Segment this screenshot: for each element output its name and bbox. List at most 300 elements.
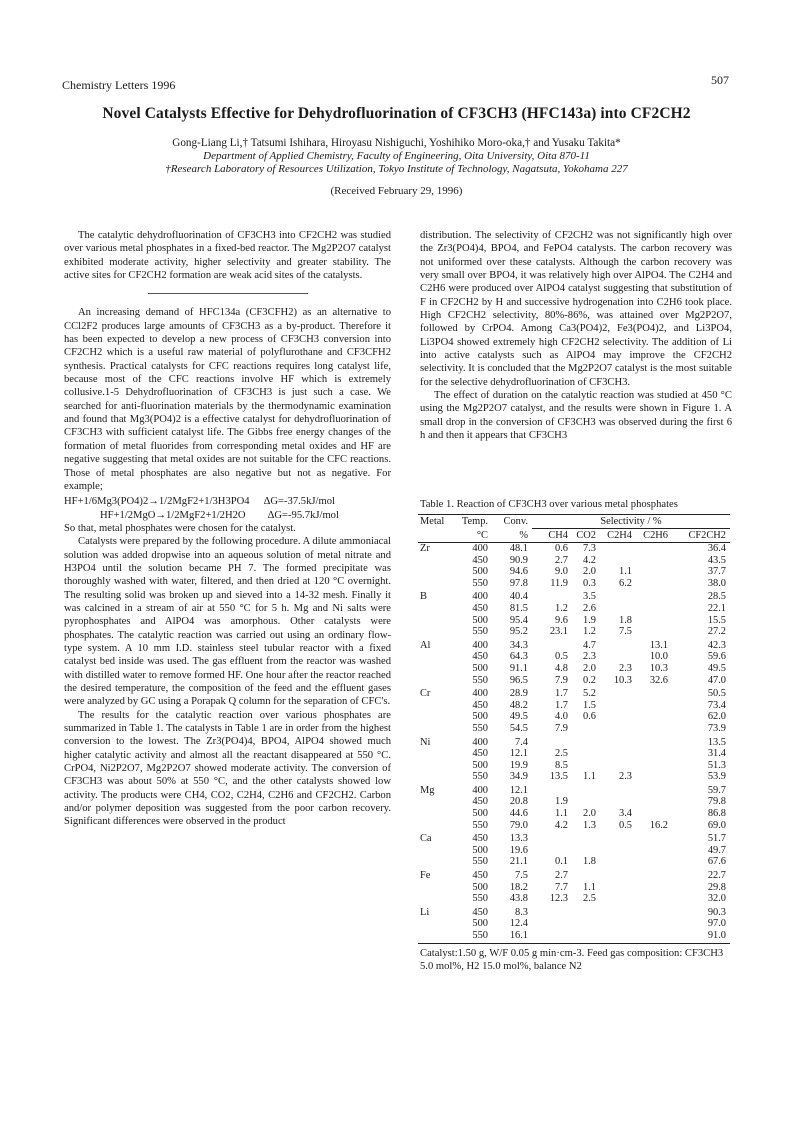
metal-cell: Cr <box>420 688 431 700</box>
header-conv: Conv. <box>503 516 528 528</box>
table-cell: 90.3 <box>707 906 726 918</box>
table-cell: 1.3 <box>583 819 596 831</box>
table-cell: 97.8 <box>509 577 528 589</box>
table-cell: 36.4 <box>707 543 726 554</box>
table-cell: 22.1 <box>707 602 726 614</box>
table-cell: 91.1 <box>509 662 528 674</box>
table-row <box>418 820 730 832</box>
table-cell <box>636 711 672 723</box>
table-cell: 4.2 <box>583 554 596 566</box>
metal-cell: B <box>420 591 427 603</box>
metal-cell <box>418 760 452 772</box>
table-cell: 62.0 <box>707 711 726 723</box>
table-cell: 95.2 <box>509 626 528 638</box>
table-cell: 0.6 <box>555 543 568 554</box>
metal-cell <box>418 893 452 905</box>
table-cell: 27.2 <box>707 626 726 638</box>
table-cell <box>600 882 636 894</box>
table-cell: 7.5 <box>515 870 528 882</box>
table-cell: 86.8 <box>707 808 726 820</box>
table-cell <box>636 893 672 905</box>
header-col-c2h4: C2H4 <box>607 530 632 541</box>
table-cell: 2.7 <box>555 554 568 566</box>
table-cell: 53.9 <box>707 771 726 783</box>
equation-2-dg: ΔG=-95.7kJ/mol <box>267 509 339 521</box>
table-cell: 12.3 <box>549 893 568 905</box>
table-cell: 500 <box>472 759 488 771</box>
table-cell <box>636 831 672 845</box>
table-cell: 50.5 <box>707 688 726 700</box>
table-cell: 11.9 <box>550 577 568 589</box>
table-cell <box>600 868 636 882</box>
table-cell: 69.0 <box>707 819 726 831</box>
table-cell: 0.1 <box>555 856 568 868</box>
table-cell: 37.7 <box>707 566 726 578</box>
table-cell <box>532 930 572 942</box>
table-cell: 90.9 <box>509 554 528 566</box>
table-cell: 550 <box>472 819 488 831</box>
table-cell <box>572 845 600 857</box>
header-col-co2: CO2 <box>576 530 596 541</box>
table-cell: 38.0 <box>707 577 726 589</box>
table-cell <box>600 831 636 845</box>
table-row <box>418 735 730 749</box>
table-cell <box>600 918 636 930</box>
table-cell <box>636 918 672 930</box>
table-cell <box>636 589 672 603</box>
table-body <box>418 543 730 942</box>
table-cell <box>532 783 572 797</box>
after-equation-text: So that, metal phosphates were chosen for the catalyst. <box>64 522 296 534</box>
table-cell: 10.3 <box>649 662 668 674</box>
table-cell: 550 <box>472 722 488 734</box>
table-cell <box>636 868 672 882</box>
table-1 <box>418 514 730 973</box>
table-cell <box>636 905 672 919</box>
table-cell <box>572 831 600 845</box>
table-row <box>418 831 730 845</box>
abstract: The catalytic dehydrofluorination of CF3CH3 into CF2CH2 was studied over various metal phosphates in a fixed-bed reactor. The Mg2P2O7 catalyst exhibited moderate activity, higher selectivity and greater stability. The active sites for CF2CH2 formation are weak acid sites of the catalysts. <box>64 230 391 282</box>
table-cell: 32.6 <box>649 674 668 686</box>
table-cell <box>532 845 572 857</box>
table-cell: 1.1 <box>583 771 596 783</box>
table-cell <box>600 930 636 942</box>
table-row <box>418 930 730 942</box>
table-cell <box>636 808 672 820</box>
table-cell: 2.7 <box>555 870 568 882</box>
table-cell: 7.7 <box>555 881 568 893</box>
table-cell: 500 <box>472 566 488 578</box>
table-cell: 550 <box>472 577 488 589</box>
table-row <box>418 578 730 590</box>
header-metal: Metal <box>420 516 445 528</box>
table-cell: 32.0 <box>707 893 726 905</box>
metal-cell <box>418 566 452 578</box>
table-cell <box>600 760 636 772</box>
table-cell <box>636 856 672 868</box>
table-cell: 13.5 <box>549 771 568 783</box>
table-cell <box>636 760 672 772</box>
table-cell: 1.7 <box>555 688 568 700</box>
table-cell <box>600 783 636 797</box>
metal-cell <box>418 882 452 894</box>
table-cell <box>600 735 636 749</box>
table-cell: 48.2 <box>509 699 528 711</box>
header-temp: Temp. <box>461 516 488 528</box>
metal-cell <box>418 771 452 783</box>
table-cell: 43.8 <box>509 893 528 905</box>
table-cell: 1.8 <box>619 614 632 626</box>
metal-cell <box>418 651 452 663</box>
table-cell <box>636 543 672 555</box>
table-cell: 7.9 <box>555 722 568 734</box>
table-cell: 450 <box>472 906 488 918</box>
table-cell <box>600 686 636 700</box>
table-cell: 13.3 <box>509 833 528 845</box>
table-cell: 12.4 <box>509 918 528 930</box>
table-cell <box>572 905 600 919</box>
table-cell <box>572 735 600 749</box>
table-cell: 51.3 <box>707 759 726 771</box>
metal-cell <box>418 555 452 567</box>
table-cell <box>600 638 636 652</box>
table-cell <box>532 831 572 845</box>
table-row <box>418 663 730 675</box>
table-cell <box>572 918 600 930</box>
table-cell <box>572 723 600 735</box>
metal-cell: Al <box>420 639 431 651</box>
table-cell: 4.8 <box>555 662 568 674</box>
header-unit-blank <box>418 529 452 543</box>
metal-cell: Ni <box>420 736 431 748</box>
table-cell: 43.5 <box>707 554 726 566</box>
metal-cell <box>418 700 452 712</box>
table-cell: 550 <box>472 930 488 941</box>
equation-1-lhs: HF+1/6Mg3(PO4)2→1/2MgF2+1/3H3PO4 <box>64 496 250 508</box>
table-cell <box>636 930 672 942</box>
header-selectivity: Selectivity / % <box>532 515 730 529</box>
table-cell: 500 <box>472 614 488 626</box>
table-row <box>418 711 730 723</box>
table-cell: 7.4 <box>515 736 528 748</box>
equation-1 <box>64 495 391 508</box>
table-row <box>418 589 730 603</box>
table-cell <box>636 626 672 638</box>
table-cell: 7.5 <box>619 626 632 638</box>
table-cell <box>636 555 672 567</box>
table-row <box>418 905 730 919</box>
table-cell: 59.7 <box>707 784 726 796</box>
table-cell: 550 <box>472 856 488 868</box>
intro-paragraph: An increasing demand of HFC134a (CF3CFH2) as an alternative to CCl2F2 produces large amounts of CF3CH3 as a by-product. Therefore it has been expected to develop a new process of CF3CH3 conversion into CF2CH2 which is a useful raw material of polyflurothane and CF3CFH2 synthesis. Practical catalysts for CFC reactions requires long catalyst life, because most of the CFC reactions involve HF which is extremely collusive.1-5 Dehydrofluorination of CF3CH3 is just such a case. We searched for anti-fluorination materials by the thermodynamic examination and found that Mg3(PO4)2 is a effective catalyst for dehydrofluorination of CF3CH3 with sufficient catalyst life. The Gibbs free energy changes of the formation of metal fluorides from corresponding metal oxides and HF are negative suggesting that metal oxides are not suitable for the CFC reactions. Those of metal phosphates are also negative but not as negative. For example; <box>64 307 391 492</box>
table-cell: 450 <box>472 870 488 882</box>
table-cell: 29.8 <box>707 881 726 893</box>
metal-cell: Zr <box>420 543 430 554</box>
metal-cell <box>418 845 452 857</box>
table-cell: 54.5 <box>509 722 528 734</box>
affiliation-2: †Research Laboratory of Resources Utilization, Tokyo Institute of Technology, Nagatsuta, Yokohama 227 <box>165 163 628 175</box>
table-cell: 2.5 <box>583 893 596 905</box>
table-cell <box>636 748 672 760</box>
table-cell: 500 <box>472 918 488 930</box>
table-row <box>418 868 730 882</box>
journal-header: Chemistry Letters 1996 <box>62 78 176 92</box>
table-row <box>418 882 730 894</box>
metal-cell <box>418 615 452 627</box>
metal-cell: Ca <box>420 833 432 845</box>
table-cell: 500 <box>472 808 488 820</box>
table-cell: 1.2 <box>555 602 568 614</box>
page-number: 507 <box>711 73 729 87</box>
table-cell <box>600 603 636 615</box>
table-cell: 500 <box>472 881 488 893</box>
metal-cell: Fe <box>420 870 431 882</box>
table-cell: 4.7 <box>583 639 596 651</box>
table-cell: 400 <box>472 688 488 700</box>
table-cell: 10.3 <box>613 674 632 686</box>
table-cell: 550 <box>472 893 488 905</box>
table-cell: 49.5 <box>509 711 528 723</box>
table-cell <box>636 783 672 797</box>
table-cell: 5.2 <box>583 688 596 700</box>
table-cell <box>572 868 600 882</box>
metal-cell: Li <box>420 906 430 918</box>
metal-cell <box>418 626 452 638</box>
table-cell: 450 <box>472 748 488 760</box>
table-cell: 94.6 <box>509 566 528 578</box>
table-cell <box>600 893 636 905</box>
metal-cell <box>418 856 452 868</box>
table-cell: 12.1 <box>509 748 528 760</box>
table-cell: 1.5 <box>583 699 596 711</box>
table-cell <box>600 711 636 723</box>
metal-cell <box>418 663 452 675</box>
table-cell <box>600 700 636 712</box>
table-cell: 9.0 <box>555 566 568 578</box>
table-cell: 1.1 <box>583 881 596 893</box>
table-cell: 2.0 <box>583 662 596 674</box>
table-row <box>418 543 730 555</box>
table-row <box>418 603 730 615</box>
table-cell: 2.3 <box>583 651 596 663</box>
table-cell: 1.9 <box>555 796 568 808</box>
table-row <box>418 771 730 783</box>
table-cell: 73.4 <box>707 699 726 711</box>
table-cell: 550 <box>472 626 488 638</box>
table-cell <box>636 615 672 627</box>
table-cell: 3.4 <box>619 808 632 820</box>
table-cell: 1.8 <box>583 856 596 868</box>
table-cell: 13.1 <box>649 639 668 651</box>
table-cell: 2.6 <box>583 602 596 614</box>
table-cell: 450 <box>472 602 488 614</box>
metal-cell <box>418 603 452 615</box>
table-cell: 400 <box>472 543 488 554</box>
table-row <box>418 796 730 808</box>
table-cell <box>532 905 572 919</box>
table-footnote: Catalyst:1.50 g, W/F 0.05 g min·cm-3. Feed gas composition: CF3CH3 5.0 mol%, H2 15.0 mol%, balance N2 <box>420 947 724 972</box>
table-cell: 450 <box>472 796 488 808</box>
table-cell: 450 <box>472 699 488 711</box>
table-cell: 59.6 <box>707 651 726 663</box>
table-cell: 28.5 <box>707 591 726 603</box>
table-cell <box>532 638 572 652</box>
table-row <box>418 555 730 567</box>
table-cell: 8.3 <box>515 906 528 918</box>
table-row <box>418 700 730 712</box>
table-cell: 2.0 <box>583 808 596 820</box>
table-cell: 23.1 <box>549 626 568 638</box>
header-col-cf2ch2: CF2CH2 <box>688 530 726 541</box>
data-table <box>418 514 730 942</box>
table-cell: 1.2 <box>583 626 596 638</box>
table-cell: 9.6 <box>555 614 568 626</box>
table-cell: 2.3 <box>619 662 632 674</box>
table-cell: 7.9 <box>555 674 568 686</box>
table-title: Table 1. Reaction of CF3CH3 over various metal phosphates <box>420 499 678 510</box>
table-cell: 34.9 <box>509 771 528 783</box>
metal-cell <box>418 748 452 760</box>
table-cell: 22.7 <box>707 870 726 882</box>
table-cell: 16.2 <box>649 819 668 831</box>
table-cell: 73.9 <box>707 722 726 734</box>
equation-2-lhs: HF+1/2MgO→1/2MgF2+1/2H2O <box>100 509 246 521</box>
equation-1-dg: ΔG=-37.5kJ/mol <box>263 496 335 508</box>
table-cell <box>636 686 672 700</box>
author-list: Gong-Liang Li,† Tatsumi Ishihara, Hiroyasu Nishiguchi, Yoshihiko Moro-oka,† and Yusaku Takita* <box>172 137 621 149</box>
header-col-c2h6: C2H6 <box>643 530 668 541</box>
table-cell: 19.9 <box>509 759 528 771</box>
table-cell: 19.6 <box>509 844 528 856</box>
table-cell: 400 <box>472 784 488 796</box>
table-cell: 450 <box>472 554 488 566</box>
metal-cell <box>418 820 452 832</box>
table-row <box>418 760 730 772</box>
table-cell: 1.1 <box>619 566 632 578</box>
table-cell <box>532 589 572 603</box>
metal-cell <box>418 918 452 930</box>
table-cell: 1.1 <box>555 808 568 820</box>
table-cell <box>636 700 672 712</box>
table-cell <box>636 845 672 857</box>
table-cell <box>600 748 636 760</box>
table-cell <box>600 796 636 808</box>
table-cell <box>532 735 572 749</box>
table-cell <box>636 771 672 783</box>
table-row <box>418 615 730 627</box>
paper-title: Novel Catalysts Effective for Dehydrofluorination of CF3CH3 (HFC143a) into CF2CH2 <box>102 105 691 122</box>
table-cell: 550 <box>472 771 488 783</box>
table-cell <box>572 783 600 797</box>
table-cell: 81.5 <box>509 602 528 614</box>
metal-cell <box>418 796 452 808</box>
table-cell <box>636 882 672 894</box>
table-cell: 2.3 <box>619 771 632 783</box>
table-cell: 400 <box>472 736 488 748</box>
table-row <box>418 856 730 868</box>
table-cell: 500 <box>472 844 488 856</box>
table-cell <box>572 760 600 772</box>
discussion-paragraph: distribution. The selectivity of CF2CH2 was not significantly high over the Zr3(PO4)4, BPO4, and FePO4 catalysts. The carbon recovery was not uniformed over these catalysts. Although the carbon recovery was very small over BPO4, it was relatively high over AlPO4. The C2H4 and C2H6 were produced over AlPO4 catalyst suggesting that substitution of F in CF2CH2 by H and successive hydrogenation into C2H6 took place. High CF2CH2 selectivity, 80%-86%, was attained over Mg2P2O7, followed by CrPO4. Among Ca3(PO4)2, Fe3(PO4)2, and Li3PO4, Li3PO4 showed extremely high CF2CH2 selectivity. The addition of Li into active catalysts such as AlPO4 may improve the CF2CH2 selectivity. It is concluded that the Mg2P2O7 catalyst is the most suitable for the selective dehydrofluorination of CF3CH3. <box>420 230 732 388</box>
table-cell: 95.4 <box>509 614 528 626</box>
table-cell: 31.4 <box>707 748 726 760</box>
table-cell: 450 <box>472 833 488 845</box>
table-row <box>418 675 730 687</box>
equation-2 <box>64 509 391 522</box>
table-cell <box>600 555 636 567</box>
table-row <box>418 808 730 820</box>
metal-cell: Mg <box>420 784 435 796</box>
table-cell <box>572 796 600 808</box>
methods-paragraph: Catalysts were prepared by the following procedure. A dilute ammoniacal solution was added dropwise into an aqueous solution of metal nitrate and H3PO4 until the solution became PH 7. The formed precipitate was thoroughly washed with water, filtered, and then dried at 120 °C overnight. The resulting solid was broken up and sieved into a 14-32 mesh. Finally it was calcined in a stream of air at 550 °C for 5 h. Mg and Ni salts were pyrophosphates and AlPO4 was amorphous. Other catalysts were phosphates. The catalytic reaction was carried out using an ordinary flow-type system. A 10 mm I.D. stainless steel tubular reactor with a fixed catalyst bed inside was used. The gas effluent from the reactor was washed with distilled water to remove formed HF. One hour after the reactor reached the desired temperature, the composition of the feed and the effluent gases were analyzed by GC using a Porapak Q column for the separation of CFC's. <box>64 536 391 708</box>
table-row <box>418 686 730 700</box>
table-cell <box>600 589 636 603</box>
table-cell: 42.3 <box>707 639 726 651</box>
table-cell <box>600 723 636 735</box>
table-cell: 0.2 <box>583 674 596 686</box>
table-cell: 79.8 <box>707 796 726 808</box>
table-cell: 12.1 <box>509 784 528 796</box>
table-cell: 44.6 <box>509 808 528 820</box>
table-cell <box>636 578 672 590</box>
received-date: (Received February 29, 1996) <box>330 185 463 197</box>
table-cell: 2.5 <box>555 748 568 760</box>
results-paragraph: The results for the catalytic reaction over various phosphates are summarized in Table 1. The catalysts in Table 1 are in order from the highest conversion to the lowest. The Zr3(PO4)4, BPO4, AlPO4 showed much higher catalytic activity and almost all the reactant disappeared at 550 °C. CrPO4, Ni2P2O7, Mg2P2O7 showed moderate activity. The conversion of CF3CH3 was about 50% at 550 °C, and the other catalysts showed low activity. The products were CH4, CO2, C2H4, C2H6 and CF2CH2. Carbon and/or polymer deposition was suggested from the poor carbon recovery. Significant differences were observed in the product <box>64 709 391 828</box>
table-cell <box>532 918 572 930</box>
table-cell: 0.5 <box>619 819 632 831</box>
table-cell: 20.8 <box>509 796 528 808</box>
metal-cell <box>418 578 452 590</box>
metal-cell <box>418 675 452 687</box>
table-cell: 97.0 <box>707 918 726 930</box>
table-cell: 0.5 <box>555 651 568 663</box>
table-cell <box>636 603 672 615</box>
table-row <box>418 651 730 663</box>
table-cell: 2.0 <box>583 566 596 578</box>
table-cell: 15.5 <box>707 614 726 626</box>
metal-cell <box>418 808 452 820</box>
table-row <box>418 893 730 905</box>
table-cell: 400 <box>472 639 488 651</box>
table-cell: 28.9 <box>509 688 528 700</box>
table-row <box>418 723 730 735</box>
metal-cell <box>418 930 452 942</box>
table-cell: 1.7 <box>555 699 568 711</box>
table-cell <box>600 651 636 663</box>
table-cell <box>636 723 672 735</box>
table-cell: 47.0 <box>707 674 726 686</box>
header-conv-unit: % <box>519 529 528 541</box>
table-cell: 34.3 <box>509 639 528 651</box>
duration-paragraph: The effect of duration on the catalytic reaction was studied at 450 °C using the Mg2P2O7 catalyst, and the results were shown in Figure 1. A small drop in the conversion of CF3CH3 was observed during the first 6 h and then it appears that CF3CH3 <box>420 390 732 442</box>
table-cell: 3.5 <box>583 591 596 603</box>
abstract-divider <box>148 293 308 294</box>
table-row <box>418 748 730 760</box>
table-cell: 96.5 <box>509 674 528 686</box>
table-cell: 8.5 <box>555 759 568 771</box>
table-cell: 4.0 <box>555 711 568 723</box>
table-cell: 48.1 <box>509 543 528 554</box>
table-cell: 0.3 <box>583 577 596 589</box>
table-row <box>418 845 730 857</box>
table-cell: 450 <box>472 651 488 663</box>
table-row <box>418 783 730 797</box>
table-cell: 550 <box>472 674 488 686</box>
table-cell: 500 <box>472 711 488 723</box>
table-cell <box>572 748 600 760</box>
table-cell: 10.0 <box>649 651 668 663</box>
table-cell <box>600 905 636 919</box>
